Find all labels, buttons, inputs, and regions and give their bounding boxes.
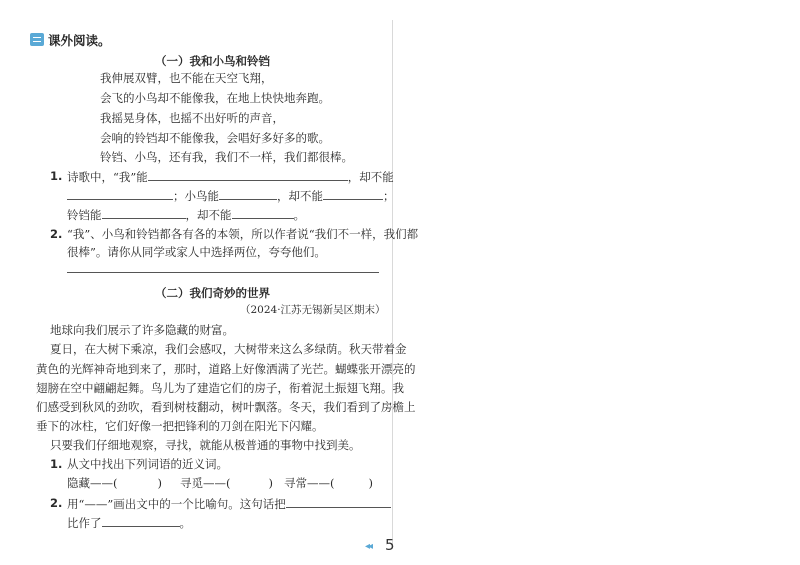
passage-line: 夏日，在大树下乘凉，我们会感叹，大树带来这么多绿荫。秋天带着金 — [50, 342, 407, 356]
section-title: 课外阅读。 — [48, 33, 111, 48]
question-number: 1. — [50, 457, 63, 471]
question-number: 2. — [50, 496, 63, 510]
synonym-item: 隐藏——( ) — [67, 476, 162, 490]
question-text: 很棒”。请你从同学或家人中选择两位，夸夸他们。 — [67, 245, 326, 259]
question-text: “我”、小鸟和铃铛都各有各的本领，所以作者说“我们不一样，我们都 — [67, 227, 419, 241]
answer-blank[interactable] — [148, 169, 348, 181]
question-text: 铃铛能 ，却不能 。 — [67, 208, 305, 222]
answer-blank[interactable] — [102, 207, 186, 219]
synonym-item: 寻常——( ) — [284, 476, 373, 490]
synonym-item: 寻觅——( ) — [180, 476, 273, 490]
question-text: 诗歌中，“我”能 ，却不能 — [67, 170, 394, 184]
passage-line: 地球向我们展示了许多隐藏的财富。 — [50, 323, 234, 337]
poem-line: 我摇晃身体，也摇不出好听的声音， — [100, 111, 284, 125]
poem-line: 会响的铃铛却不能像我，会唱好多好多的歌。 — [100, 131, 330, 145]
page-arrows-icon: ◂◂ — [365, 541, 372, 552]
passage-line: 黄色的光辉神奇地到来了，那时，道路上好像洒满了光芒。蝴蝶张开漂亮的 — [36, 362, 416, 376]
reading2-title: （二）我们奇妙的世界 — [155, 286, 270, 300]
question-text: 用“——”画出文中的一个比喻句。这句话把 — [67, 496, 391, 511]
passage-line: 翅膀在空中翩翩起舞。鸟儿为了建造它们的房子，衔着泥土振翅飞翔。我 — [36, 381, 404, 395]
answer-blank[interactable] — [219, 188, 277, 200]
answer-blank[interactable] — [102, 515, 180, 527]
answer-blank[interactable] — [323, 188, 383, 200]
poem-line: 铃铛、小鸟，还有我，我们不一样，我们都很棒。 — [100, 150, 353, 164]
poem-line: 我伸展双臂，也不能在天空飞翔， — [100, 71, 273, 85]
page-divider — [392, 20, 393, 545]
section-badge-icon — [30, 33, 44, 46]
answer-line[interactable] — [67, 272, 379, 273]
question-number: 1. — [50, 169, 63, 183]
passage-line: 只要我们仔细地观察，寻找，就能从极普通的事物中找到美。 — [50, 438, 361, 452]
question-text: 比作了 。 — [67, 516, 191, 530]
question-text: 从文中找出下列词语的近义词。 — [67, 457, 228, 471]
page-number: 5 — [385, 536, 395, 554]
answer-blank[interactable] — [286, 496, 391, 508]
answer-blank[interactable] — [67, 188, 173, 200]
passage-line: 们感受到秋风的劲吹，看到树枝翻动，树叶飘落。冬天，我们看到了房檐上 — [36, 400, 416, 414]
poem-line: 会飞的小鸟却不能像我，在地上快快地奔跑。 — [100, 91, 330, 105]
answer-blank[interactable] — [232, 207, 294, 219]
question-number: 2. — [50, 227, 63, 241]
reading1-title: （一）我和小鸟和铃铛 — [155, 54, 270, 68]
question-text: ；小鸟能 ，却不能 ； — [67, 188, 395, 203]
passage-line: 垂下的冰柱，它们好像一把把锋利的刀剑在阳光下闪耀。 — [36, 419, 324, 433]
source-note: （2024·江苏无锡新吴区期末） — [240, 304, 386, 316]
